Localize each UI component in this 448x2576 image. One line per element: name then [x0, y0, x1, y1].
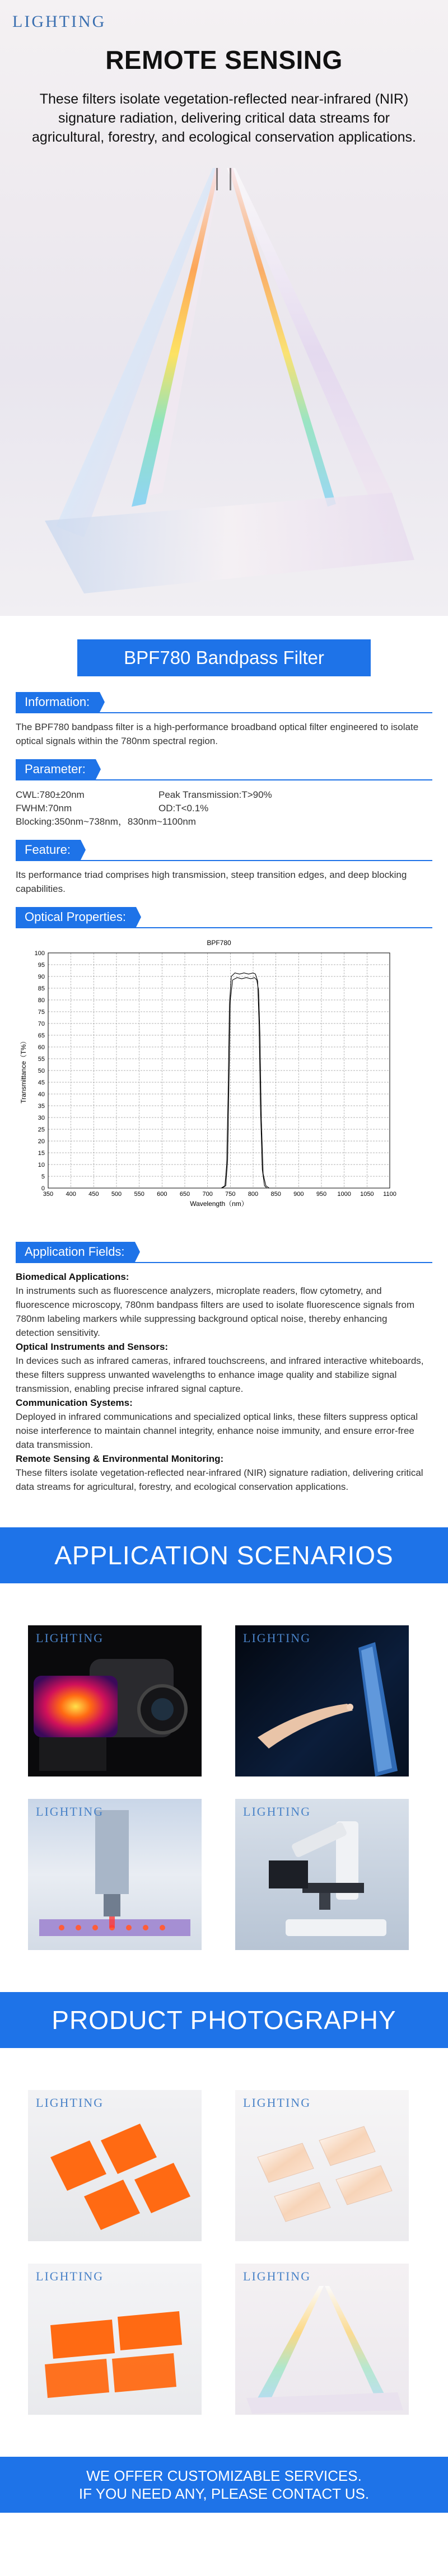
chart-y-tick-label: 15	[38, 1150, 45, 1157]
app-optical-title: Optical Instruments and Sensors:	[16, 1341, 169, 1352]
chart-y-tick-label: 55	[38, 1056, 45, 1063]
glass-prism-illustration	[235, 2264, 409, 2415]
product-photo-coated-filters	[235, 2090, 409, 2241]
chart-x-tick-label: 1050	[360, 1191, 374, 1198]
scenarios-grid	[0, 1583, 448, 1992]
scenario-thermal-camera-image	[28, 1625, 202, 1776]
app-communication-title: Communication Systems:	[16, 1397, 133, 1408]
parameter-heading: Parameter:	[16, 759, 96, 779]
app-remote-sensing-text: These filters isolate vegetation-reflected near-infrared (NIR) signature radiation, delivering critical data streams for agricultural, forestry, and ecological conservation applications.	[16, 1467, 423, 1492]
param-fwhm: FWHM:70nm	[16, 803, 72, 814]
information-heading: Information:	[16, 692, 100, 712]
tile-brand-logo: LIGHTING	[243, 2269, 311, 2283]
chart-x-tick-label: 650	[179, 1191, 190, 1198]
chart-series-line-2	[48, 978, 390, 1188]
scenario-touchscreen-image	[235, 1625, 409, 1776]
chart-y-tick-label: 35	[38, 1103, 45, 1110]
chart-y-tick-label: 90	[38, 974, 45, 980]
chart-y-tick-label: 25	[38, 1126, 45, 1133]
chart-x-tick-label: 350	[43, 1191, 54, 1198]
chart-x-tick-label: 700	[202, 1191, 213, 1198]
applications-list	[0, 1263, 448, 1494]
chart-y-tick-label: 40	[38, 1091, 45, 1098]
chart-y-tick-label: 85	[38, 985, 45, 992]
param-blocking: Blocking:350nm~738nm，830nm~1100nm	[16, 816, 196, 827]
microscope-illustration	[235, 1799, 409, 1950]
information-text: The BPF780 bandpass filter is a high-performance broadband optical filter engineered to isolate optical signals within the 780nm spectral region.	[16, 722, 419, 746]
app-optical-text: In devices such as infrared cameras, infrared touchscreens, and infrared interactive whiteboards, these filters suppress unwanted wavelengths to enhance image quality and stabilize signal transmission, enabling precise infrared signal capture.	[16, 1355, 424, 1394]
chart-y-tick-label: 60	[38, 1044, 45, 1051]
touchscreen-illustration	[235, 1625, 409, 1776]
footer-line-2: IF YOU NEED ANY, PLEASE CONTACT US.	[78, 2485, 370, 2502]
param-peak: Peak Transmission:T>90%	[158, 789, 272, 800]
tile-brand-logo: LIGHTING	[36, 2269, 104, 2283]
chart-title: BPF780	[207, 939, 231, 947]
chart-x-tick-label: 1000	[337, 1191, 351, 1198]
orange-plates-illustration	[28, 2264, 202, 2415]
coated-filters-illustration	[235, 2090, 409, 2241]
product-photo-glass-prism	[235, 2264, 409, 2415]
transmission-chart	[16, 928, 432, 1231]
applications-heading: Application Fields:	[16, 1242, 135, 1262]
chart-y-tick-label: 70	[38, 1021, 45, 1027]
scenario-microscope-image	[235, 1799, 409, 1950]
orange-filters-illustration	[28, 2090, 202, 2241]
tile-brand-logo: LIGHTING	[36, 2096, 104, 2110]
instrument-illustration	[28, 1799, 202, 1950]
parameter-list	[0, 780, 448, 829]
chart-y-tick-label: 20	[38, 1138, 45, 1145]
chart-y-axis-label: Transmittance（T%）	[20, 1037, 27, 1104]
tile-brand-logo: LIGHTING	[243, 2096, 311, 2110]
photography-banner: PRODUCT PHOTOGRAPHY	[0, 1992, 448, 2048]
chart-y-tick-label: 50	[38, 1068, 45, 1074]
chart-y-tick-label: 5	[41, 1174, 45, 1180]
app-biomedical-text: In instruments such as fluorescence analyzers, microplate readers, flow cytometry, and fluorescence microscopy, 780nm bandpass filters are used to isolate fluorescence signals from 780nm labeling markers while suppressing background optical noise, thereby enhancing detection sensitivity.	[16, 1285, 415, 1338]
product-title-area	[0, 616, 448, 692]
chart-x-tick-label: 600	[157, 1191, 167, 1198]
optical-heading: Optical Properties:	[16, 907, 136, 927]
chart-x-tick-label: 850	[270, 1191, 281, 1198]
contact-footer	[0, 2457, 448, 2513]
hero-section	[0, 0, 448, 616]
chart-x-tick-label: 400	[66, 1191, 76, 1198]
chart-y-tick-label: 0	[41, 1185, 45, 1192]
product-photo-orange-filters	[28, 2090, 202, 2241]
thermal-camera-illustration	[28, 1625, 202, 1776]
chart-x-tick-label: 1100	[383, 1191, 396, 1198]
chart-x-tick-label: 550	[134, 1191, 144, 1198]
optical-section	[0, 907, 448, 1231]
tile-brand-logo: LIGHTING	[243, 1631, 311, 1645]
app-biomedical-title: Biomedical Applications:	[16, 1271, 129, 1282]
tile-brand-logo: LIGHTING	[36, 1631, 104, 1645]
information-section	[0, 692, 448, 748]
hero-title: REMOTE SENSING	[105, 45, 343, 74]
chart-y-tick-label: 10	[38, 1162, 45, 1168]
parameter-section	[0, 759, 448, 829]
product-photo-orange-plates	[28, 2264, 202, 2415]
chart-y-tick-label: 75	[38, 1009, 45, 1016]
scenario-instrument-image	[28, 1799, 202, 1950]
hero-subtitle: These filters isolate vegetation-reflected near-infrared (NIR) signature radiation, delivering critical data streams for agricultural, forestry, and ecological conservation applications.	[31, 91, 416, 145]
chart-x-tick-label: 950	[316, 1191, 327, 1198]
chart-y-tick-label: 95	[38, 962, 45, 969]
chart-y-tick-label: 65	[38, 1032, 45, 1039]
chart-x-tick-label: 900	[293, 1191, 304, 1198]
scenarios-banner: APPLICATION SCENARIOS	[0, 1527, 448, 1583]
chart-y-tick-label: 80	[38, 997, 45, 1004]
chart-y-tick-label: 45	[38, 1079, 45, 1086]
footer-line-1: WE OFFER CUSTOMIZABLE SERVICES.	[86, 2467, 362, 2484]
feature-section	[0, 840, 448, 896]
chart-x-tick-label: 450	[88, 1191, 99, 1198]
feature-heading: Feature:	[16, 840, 81, 860]
chart-y-tick-label: 30	[38, 1115, 45, 1121]
app-remote-sensing-title: Remote Sensing & Environmental Monitoring:	[16, 1453, 224, 1464]
chart-x-tick-label: 750	[225, 1191, 236, 1198]
param-od: OD:T<0.1%	[158, 803, 209, 814]
feature-text: Its performance triad comprises high transmission, steep transition edges, and deep blocking capabilities.	[16, 869, 407, 894]
product-title: BPF780 Bandpass Filter	[77, 639, 371, 676]
brand-logo: LIGHTING	[12, 12, 106, 31]
chart-x-tick-label: 800	[248, 1191, 259, 1198]
tile-brand-logo: LIGHTING	[36, 1804, 104, 1818]
tile-brand-logo: LIGHTING	[243, 1804, 311, 1818]
applications-section	[0, 1242, 448, 1494]
transmission-chart-svg	[16, 928, 432, 1231]
photography-grid	[0, 2048, 448, 2457]
chart-x-tick-label: 500	[111, 1191, 122, 1198]
chart-y-tick-label: 100	[34, 950, 45, 957]
param-cwl: CWL:780±20nm	[16, 789, 85, 800]
chart-x-axis-label: Wavelength（nm）	[190, 1200, 248, 1208]
chart-series-line-1	[48, 973, 390, 1188]
app-communication-text: Deployed in infrared communications and specialized optical links, these filters suppress optical noise interference to maintain channel integrity, enhance noise immunity, and ensure error-free data transmission.	[16, 1411, 418, 1450]
